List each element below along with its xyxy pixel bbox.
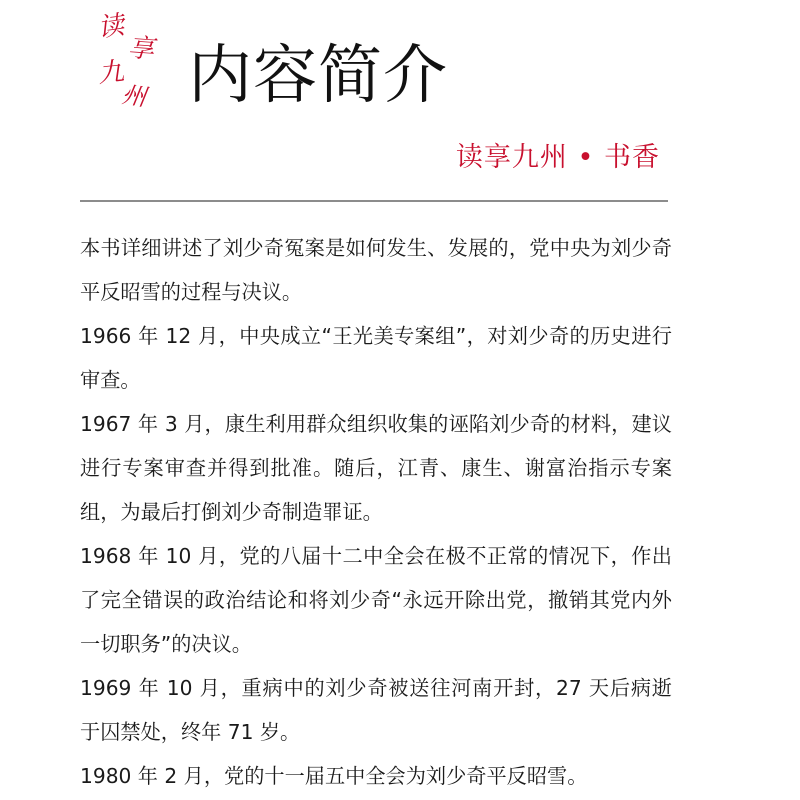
paragraph: 1967 年 3 月，康生利用群众组织收集的诬陷刘少奇的材料，建议进行专案审查并得到批准。随后，江青、康生、谢富治指示专案组，为最后打倒刘少奇制造罪证。 — [80, 412, 672, 524]
logo-char: 九 — [96, 56, 126, 90]
paragraph: 1966 年 12 月，中央成立“王光美专案组”，对刘少奇的历史进行审查。 — [80, 324, 672, 392]
paragraph: 1968 年 10 月，党的八届十二中全会在极不正常的情况下，作出了完全错误的政治结论和将刘少奇“永远开除出党，撤销其党内外一切职务”的决议。 — [80, 544, 672, 656]
page-subtitle: 读享九州 • 书香 — [455, 142, 660, 173]
logo-char: 享 — [126, 33, 156, 65]
paragraph: 1980 年 2 月，党的十一届五中全会为刘少奇平反昭雪。 — [80, 764, 588, 788]
brand-logo — [92, 10, 184, 114]
divider — [80, 200, 668, 202]
logo-char: 读 — [96, 10, 126, 44]
content-body — [80, 226, 672, 798]
logo-char: 州 — [120, 80, 148, 112]
paragraph: 本书详细讲述了刘少奇冤案是如何发生、发展的，党中央为刘少奇平反昭雪的过程与决议。 — [80, 236, 672, 304]
paragraph: 1969 年 10 月，重病中的刘少奇被送往河南开封，27 天后病逝于囚禁处，终年 71 岁。 — [80, 676, 672, 744]
page-title: 内容简介 — [188, 39, 448, 113]
